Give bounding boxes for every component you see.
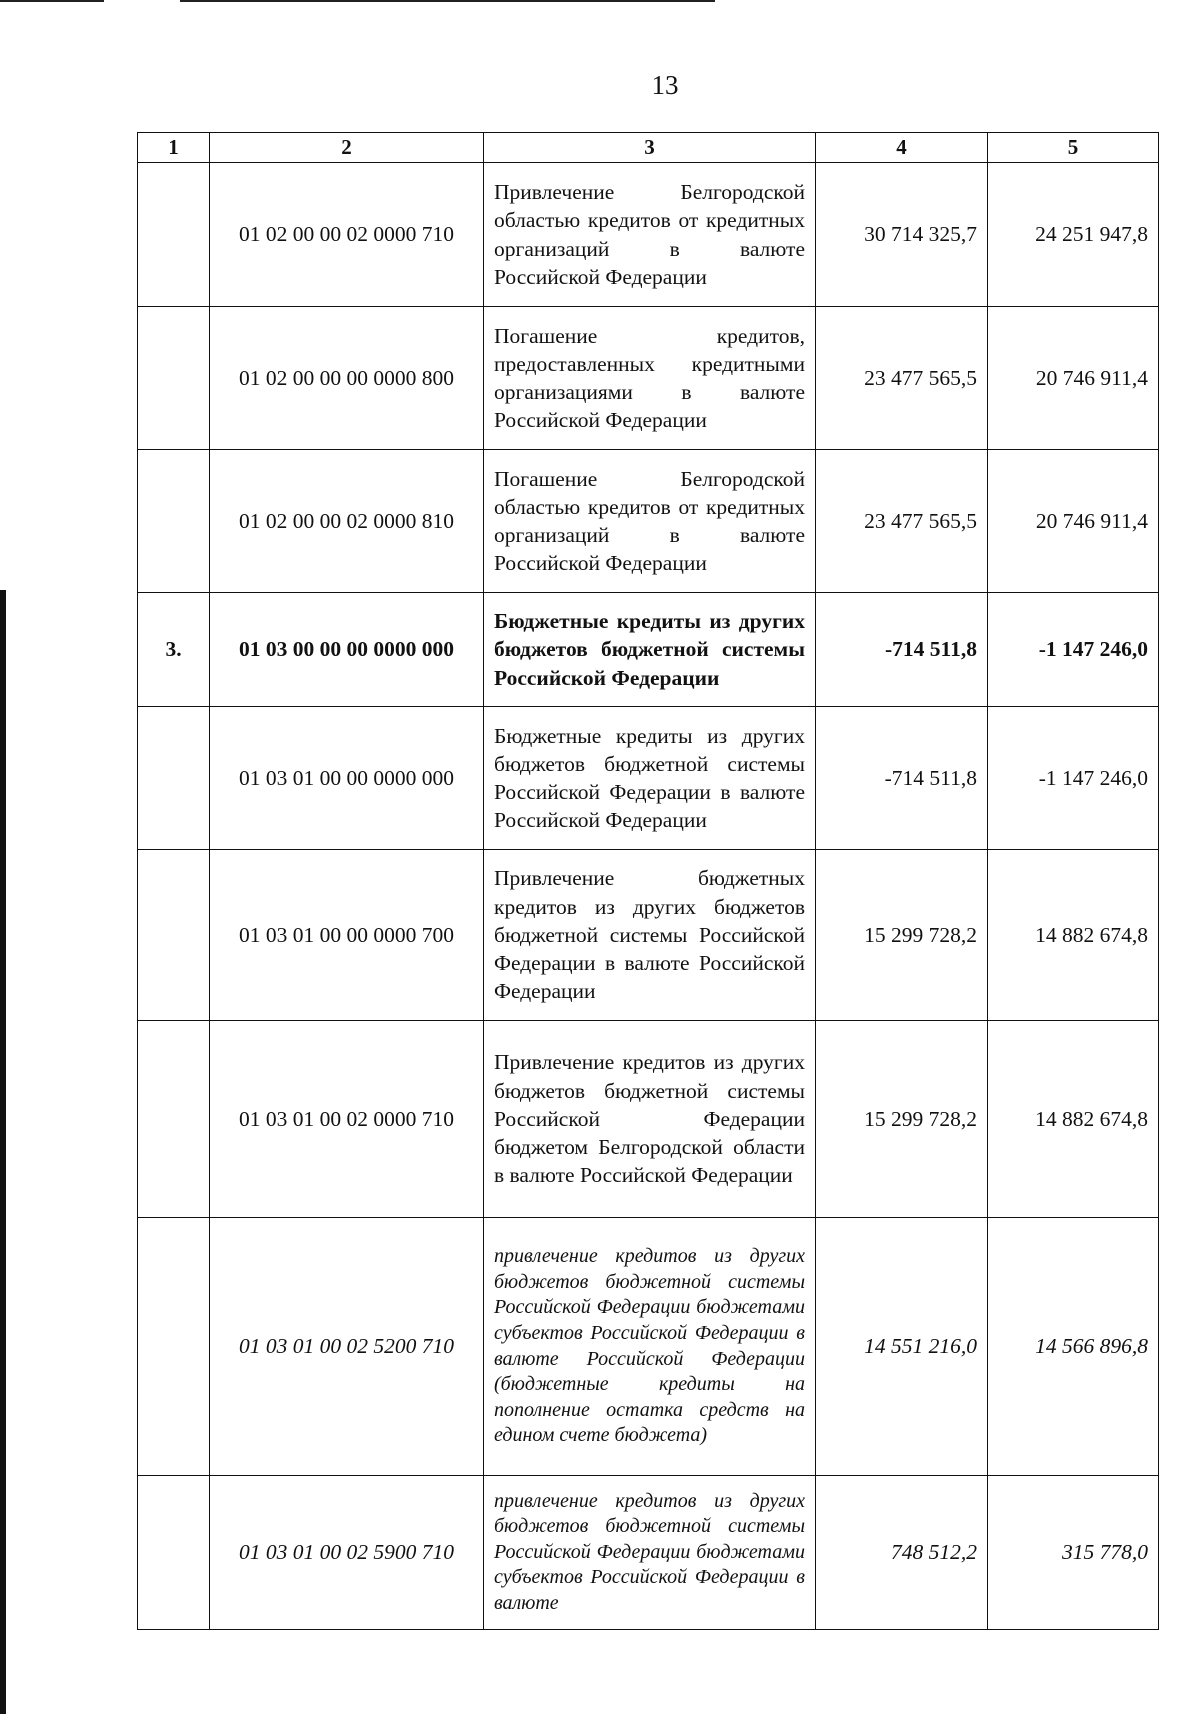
value-col4: 14 551 216,0 [816,1218,988,1476]
value-col5: 20 746 911,4 [988,450,1159,593]
table-row [138,593,1159,707]
value-col4: 15 299 728,2 [816,850,988,1021]
value-col4: 30 714 325,7 [816,163,988,307]
row-number [138,1476,210,1630]
table-row [138,1476,1159,1630]
column-header: 3 [484,133,816,163]
row-number [138,707,210,850]
row-description: Погашение кредитов, предоставленных кредитными организациями в валюте Российской Федерации [484,307,816,450]
value-col5: 14 566 896,8 [988,1218,1159,1476]
value-col5: 315 778,0 [988,1476,1159,1630]
column-header: 2 [210,133,484,163]
budget-code: 01 03 01 00 00 0000 700 [210,850,484,1021]
page-number: 13 [651,70,679,100]
scan-artifact-line-left [0,0,104,2]
row-number [138,1218,210,1476]
row-description: Привлечение бюджетных кредитов из других бюджетов бюджетной системы Российской Федерации в валюте Российской Федерации [484,850,816,1021]
value-col5: -1 147 246,0 [988,593,1159,707]
table-row [138,850,1159,1021]
budget-code: 01 02 00 00 02 0000 810 [210,450,484,593]
budget-code: 01 02 00 00 00 0000 800 [210,307,484,450]
budget-table [137,132,1159,1630]
table-header-row [138,133,1159,163]
column-header: 4 [816,133,988,163]
budget-code: 01 03 01 00 00 0000 000 [210,707,484,850]
row-description: Погашение Белгородской областью кредитов от кредитных организаций в валюте Российской Федерации [484,450,816,593]
value-col4: 15 299 728,2 [816,1021,988,1218]
budget-code: 01 02 00 00 02 0000 710 [210,163,484,307]
row-description: Привлечение кредитов из других бюджетов бюджетной системы Российской Федерации бюджетом Белгородской области в валюте Российской Федерации [484,1021,816,1218]
value-col5: 24 251 947,8 [988,163,1159,307]
row-number: 3. [138,593,210,707]
row-number [138,850,210,1021]
value-col4: -714 511,8 [816,593,988,707]
budget-code: 01 03 01 00 02 5900 710 [210,1476,484,1630]
value-col4: 748 512,2 [816,1476,988,1630]
value-col5: -1 147 246,0 [988,707,1159,850]
value-col4: 23 477 565,5 [816,307,988,450]
budget-code: 01 03 00 00 00 0000 000 [210,593,484,707]
table-row [138,707,1159,850]
scan-artifact-edge [0,590,6,1714]
row-description: привлечение кредитов из других бюджетов бюджетной системы Российской Федерации бюджетами субъектов Российской Федерации в валюте [484,1476,816,1630]
value-col5: 20 746 911,4 [988,307,1159,450]
table-row [138,1218,1159,1476]
row-number [138,1021,210,1218]
scan-artifact-line-right [180,0,715,2]
column-header: 5 [988,133,1159,163]
row-description: привлечение кредитов из других бюджетов бюджетной системы Российской Федерации бюджетами субъектов Российской Федерации в валюте Российской Федерации (бюджетные кредиты на пополнение остатка средств на едином счете бюджета) [484,1218,816,1476]
table-row [138,307,1159,450]
row-number [138,450,210,593]
row-number [138,307,210,450]
table-row [138,1021,1159,1218]
table-row [138,163,1159,307]
budget-code: 01 03 01 00 02 5200 710 [210,1218,484,1476]
value-col4: 23 477 565,5 [816,450,988,593]
value-col4: -714 511,8 [816,707,988,850]
row-description: Бюджетные кредиты из других бюджетов бюджетной системы Российской Федерации в валюте Российской Федерации [484,707,816,850]
value-col5: 14 882 674,8 [988,1021,1159,1218]
row-number [138,163,210,307]
row-description: Привлечение Белгородской областью кредитов от кредитных организаций в валюте Российской Федерации [484,163,816,307]
value-col5: 14 882 674,8 [988,850,1159,1021]
column-header: 1 [138,133,210,163]
table-row [138,450,1159,593]
budget-code: 01 03 01 00 02 0000 710 [210,1021,484,1218]
row-description: Бюджетные кредиты из других бюджетов бюджетной системы Российской Федерации [484,593,816,707]
